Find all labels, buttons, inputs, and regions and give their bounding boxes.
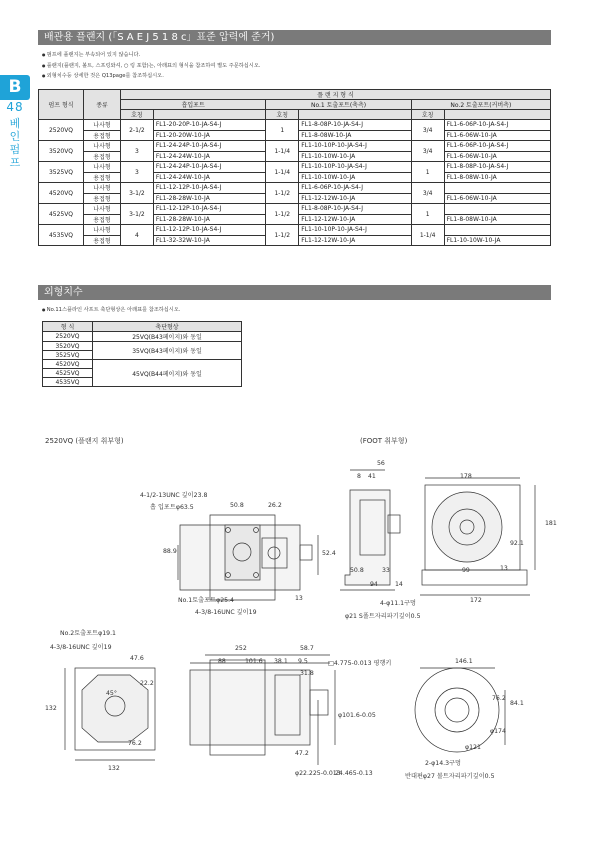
cell-flange-out2: FL1-10-10W-10-JA: [444, 235, 550, 246]
dim-label: 33: [382, 567, 390, 574]
col-header-out2: No.2 토출포트(커버측): [411, 100, 550, 110]
dim-label: 38.1: [274, 658, 288, 665]
shaft-shape: 35VQ(B43페이지)와 동일: [93, 342, 242, 360]
cell-flange-out1: FL1-10-10W-10-JA: [299, 151, 412, 162]
dim-label: 41: [368, 473, 376, 480]
cell-flange-inlet: FL1-24-24P-10-JA-S4-J: [153, 162, 266, 173]
cell-flange-out2: FL1-6-06W-10-JA: [444, 130, 550, 141]
cell-flange-out2: FL1-8-08P-10-JA-S4-J: [444, 162, 550, 173]
dim-label: 45°: [106, 690, 117, 697]
cell-flange-inlet: FL1-12-12P-10-JA-S4-J: [153, 183, 266, 194]
cell-flange-inlet: FL1-20-20W-10-JA: [153, 130, 266, 141]
shaft-model: 4525VQ: [43, 369, 93, 378]
dim-label: 22.2: [140, 680, 154, 687]
cell-flange-out2: FL1-6-06P-10-JA-S4-J: [444, 120, 550, 131]
cell-nominal-out2: 3/4: [411, 183, 444, 204]
note-item: ● 플랜지(플랜지, 볼트, 스프링와셔, ○ 링 포함)는, 아래표의 형식을 참조하여 별도 주문하십시오.: [42, 61, 260, 72]
dim-label: 101.6: [245, 658, 263, 665]
note-item: ● No.11스플라인 사프트 축단형상은 아래표를 참조하십시오.: [42, 305, 180, 316]
cell-nominal-out1: 1-1/4: [266, 141, 299, 162]
drawing-caption-flange: 2520VQ (플랜지 취부형): [45, 437, 124, 445]
dim-label: φ101.6-0.05: [338, 712, 376, 719]
shaft-shape: 25VQ(B43페이지)와 동일: [93, 332, 242, 342]
cell-flange-out2: FL1-6-06W-10-JA: [444, 193, 550, 204]
dim-label: No.2토출포트φ19.1: [60, 630, 116, 637]
cell-nominal-out1: 1-1/2: [266, 225, 299, 246]
pump-flange-front-view: [415, 668, 505, 752]
cell-type: 나사형: [84, 204, 121, 215]
shaft-model: 4535VQ: [43, 378, 93, 387]
dim-label: 8: [357, 473, 361, 480]
section-title-dimensions: 외형치수: [38, 285, 551, 300]
cell-flange-inlet: FL1-12-12P-10-JA-S4-J: [153, 225, 266, 236]
dim-label: 13: [500, 565, 508, 572]
col-header-flange: 플 랜 지 형 식: [121, 90, 551, 100]
cell-flange-inlet: FL1-24-24W-10-JA: [153, 151, 266, 162]
cell-nominal-inlet: 4: [121, 225, 154, 246]
cell-type: 나사형: [84, 183, 121, 194]
section-title-flange: 배관용 플랜지 (「S A E J 5 1 8 c」표준 압력에 준거): [38, 30, 551, 45]
dim-label: 24.465-0.13: [335, 770, 373, 777]
cell-flange-out1: FL1-10-10W-10-JA: [299, 172, 412, 183]
cell-nominal-inlet: 3-1/2: [121, 204, 154, 225]
dim-label: 9.5: [298, 658, 308, 665]
cell-nominal-out2: 1-1/4: [411, 225, 444, 246]
dim-label: φ21 S폴트자리파기깊이0.5: [345, 613, 421, 620]
cell-type: 용접형: [84, 193, 121, 204]
dim-label: 84.1: [510, 700, 524, 707]
dim-label: 99: [462, 567, 470, 574]
dim-label: 172: [470, 597, 482, 604]
dim-label: No.1토출포트φ25.4: [178, 597, 234, 604]
dim-label: 252: [235, 645, 247, 652]
cell-flange-out1: FL1-10-10P-10-JA-S4-J: [299, 225, 412, 236]
note-item: ● 펌프에 플랜지는 부속되어 있지 않습니다.: [42, 50, 260, 61]
pump-end-view-foot: [420, 478, 535, 595]
dim-label: 178: [460, 473, 472, 480]
cell-flange-out2: FL1-8-08W-10-JA: [444, 214, 550, 225]
dim-label: 흡 입포트φ63.5: [150, 504, 194, 511]
cell-flange-out2: FL1-6-06P-10-JA-S4-J: [444, 141, 550, 152]
cell-nominal-inlet: 2-1/2: [121, 120, 154, 141]
section-tab-letter[interactable]: B: [0, 75, 30, 100]
col-header-nominal: 호칭: [411, 110, 444, 120]
cell-nominal-out2: 1: [411, 162, 444, 183]
dim-label: 132: [108, 765, 120, 772]
dim-label: □4.775-0.013 평행키: [328, 660, 392, 667]
dim-label: 76.2: [492, 695, 506, 702]
dim-label: φ22.225-0.013: [295, 770, 341, 777]
dim-label: 52.4: [322, 550, 336, 557]
dim-label: 2-φ14.3구멍: [425, 760, 461, 767]
dim-label: 94: [370, 581, 378, 588]
cell-type: 나사형: [84, 162, 121, 173]
cell-flange-inlet: FL1-28-28W-10-JA: [153, 214, 266, 225]
cell-nominal-out2: 1: [411, 204, 444, 225]
cell-flange-out1: FL1-10-10P-10-JA-S4-J: [299, 141, 412, 152]
cell-model: 4520VQ: [39, 183, 84, 204]
shaft-model: 2520VQ: [43, 332, 93, 342]
col-header-model: 형 식: [43, 322, 93, 332]
cell-type: 나사형: [84, 120, 121, 131]
dim-label: 58.7: [300, 645, 314, 652]
dim-label: 4-3/8-16UNC 깊이19: [50, 644, 112, 651]
dim-label: 반대편φ27 볼트자리파기깊이0.5: [405, 773, 495, 780]
cell-flange-inlet: FL1-24-24W-10-JA: [153, 172, 266, 183]
cell-nominal-inlet: 3: [121, 141, 154, 162]
dim-label: 88.9: [163, 548, 177, 555]
cell-flange-out1: FL1-6-06P-10-JA-S4-J: [299, 183, 412, 194]
cell-flange-out1: FL1-12-12W-10-JA: [299, 193, 412, 204]
cell-nominal-inlet: 3-1/2: [121, 183, 154, 204]
pump-side-view-flange: [178, 515, 318, 600]
cell-type: 나사형: [84, 225, 121, 236]
col-header-shape: 축단형상: [93, 322, 242, 332]
cell-flange-inlet: FL1-20-20P-10-JA-S4-J: [153, 120, 266, 131]
note-item: ● 외형치수등 상세한 것은 Q13page를 참조하십시오.: [42, 71, 260, 82]
col-header-nominal: 호칭: [121, 110, 154, 120]
cell-flange-out1: FL1-8-08W-10-JA: [299, 130, 412, 141]
cell-type: 용접형: [84, 151, 121, 162]
dim-label: 76.2: [128, 740, 142, 747]
col-header-nominal: 호칭: [266, 110, 299, 120]
cell-model: 2520VQ: [39, 120, 84, 141]
cell-flange-out2: FL1-8-08W-10-JA: [444, 172, 550, 183]
dim-label: 31.8: [300, 670, 314, 677]
cell-model: 4535VQ: [39, 225, 84, 246]
dim-label: 26.2: [268, 502, 282, 509]
dim-label: φ174: [490, 728, 506, 735]
cell-nominal-inlet: 3: [121, 162, 154, 183]
dim-label: 4-3/8-16UNC 깊이19: [195, 609, 257, 616]
cell-flange-out1: FL1-12-12W-10-JA: [299, 214, 412, 225]
dim-label: 56: [377, 460, 385, 467]
drawing-caption-foot: (FOOT 취부형): [360, 437, 408, 445]
cell-type: 용접형: [84, 172, 121, 183]
cell-model: 3525VQ: [39, 162, 84, 183]
dim-label: 50.8: [350, 567, 364, 574]
col-header-out1: No.1 토출포트(축측): [266, 100, 411, 110]
pump-side-view-foot: [340, 470, 400, 590]
dim-label: 4-1/2-13UNC 깊이23.8: [140, 492, 208, 499]
cell-flange-inlet: FL1-24-24P-10-JA-S4-J: [153, 141, 266, 152]
dim-label: 88: [218, 658, 226, 665]
cell-flange-inlet: FL1-28-28W-10-JA: [153, 193, 266, 204]
dim-label: 50.8: [230, 502, 244, 509]
cell-flange-out1: FL1-10-10P-10-JA-S4-J: [299, 162, 412, 173]
cell-nominal-out1: 1-1/2: [266, 204, 299, 225]
col-header-inlet: 흡입포트: [121, 100, 266, 110]
cell-flange-inlet: FL1-12-12P-10-JA-S4-J: [153, 204, 266, 215]
col-header-type: 종류: [84, 90, 121, 120]
dim-label: 14: [395, 581, 403, 588]
shaft-shape: 45VQ(B44페이지)와 동일: [93, 360, 242, 387]
dim-label: 181: [545, 520, 557, 527]
dim-label: 47.6: [130, 655, 144, 662]
cell-model: 3520VQ: [39, 141, 84, 162]
cell-nominal-out1: 1-1/4: [266, 162, 299, 183]
shaft-model: 3525VQ: [43, 351, 93, 360]
cell-model: 4525VQ: [39, 204, 84, 225]
cell-flange-out1: FL1-8-08P-10-JA-S4-J: [299, 120, 412, 131]
cell-flange-out2: FL1-6-06W-10-JA: [444, 151, 550, 162]
cell-nominal-out2: 3/4: [411, 141, 444, 162]
dim-label: 92.1: [510, 540, 524, 547]
col-header-model: 펌프 형식: [39, 90, 84, 120]
cell-nominal-out1: 1: [266, 120, 299, 141]
shaft-model: 4520VQ: [43, 360, 93, 369]
dim-label: 4-φ11.1구멍: [380, 600, 416, 607]
dim-label: 146.1: [455, 658, 473, 665]
category-label: 베인펌프: [9, 117, 21, 169]
cell-flange-inlet: FL1-32-32W-10-JA: [153, 235, 266, 246]
cell-flange-out1: FL1-12-12W-10-JA: [299, 235, 412, 246]
shaft-model: 3520VQ: [43, 342, 93, 351]
cell-type: 나사형: [84, 141, 121, 152]
cell-type: 용접형: [84, 214, 121, 225]
cell-flange-out1: FL1-8-08P-10-JA-S4-J: [299, 204, 412, 215]
page-number: 48: [6, 100, 24, 114]
cell-type: 용접형: [84, 235, 121, 246]
cell-nominal-out2: 3/4: [411, 120, 444, 141]
dim-label: 132: [45, 705, 57, 712]
cell-type: 용접형: [84, 130, 121, 141]
cell-nominal-out1: 1-1/2: [266, 183, 299, 204]
dim-label: φ121: [465, 744, 481, 751]
dim-label: 13: [295, 595, 303, 602]
dim-label: 47.2: [295, 750, 309, 757]
